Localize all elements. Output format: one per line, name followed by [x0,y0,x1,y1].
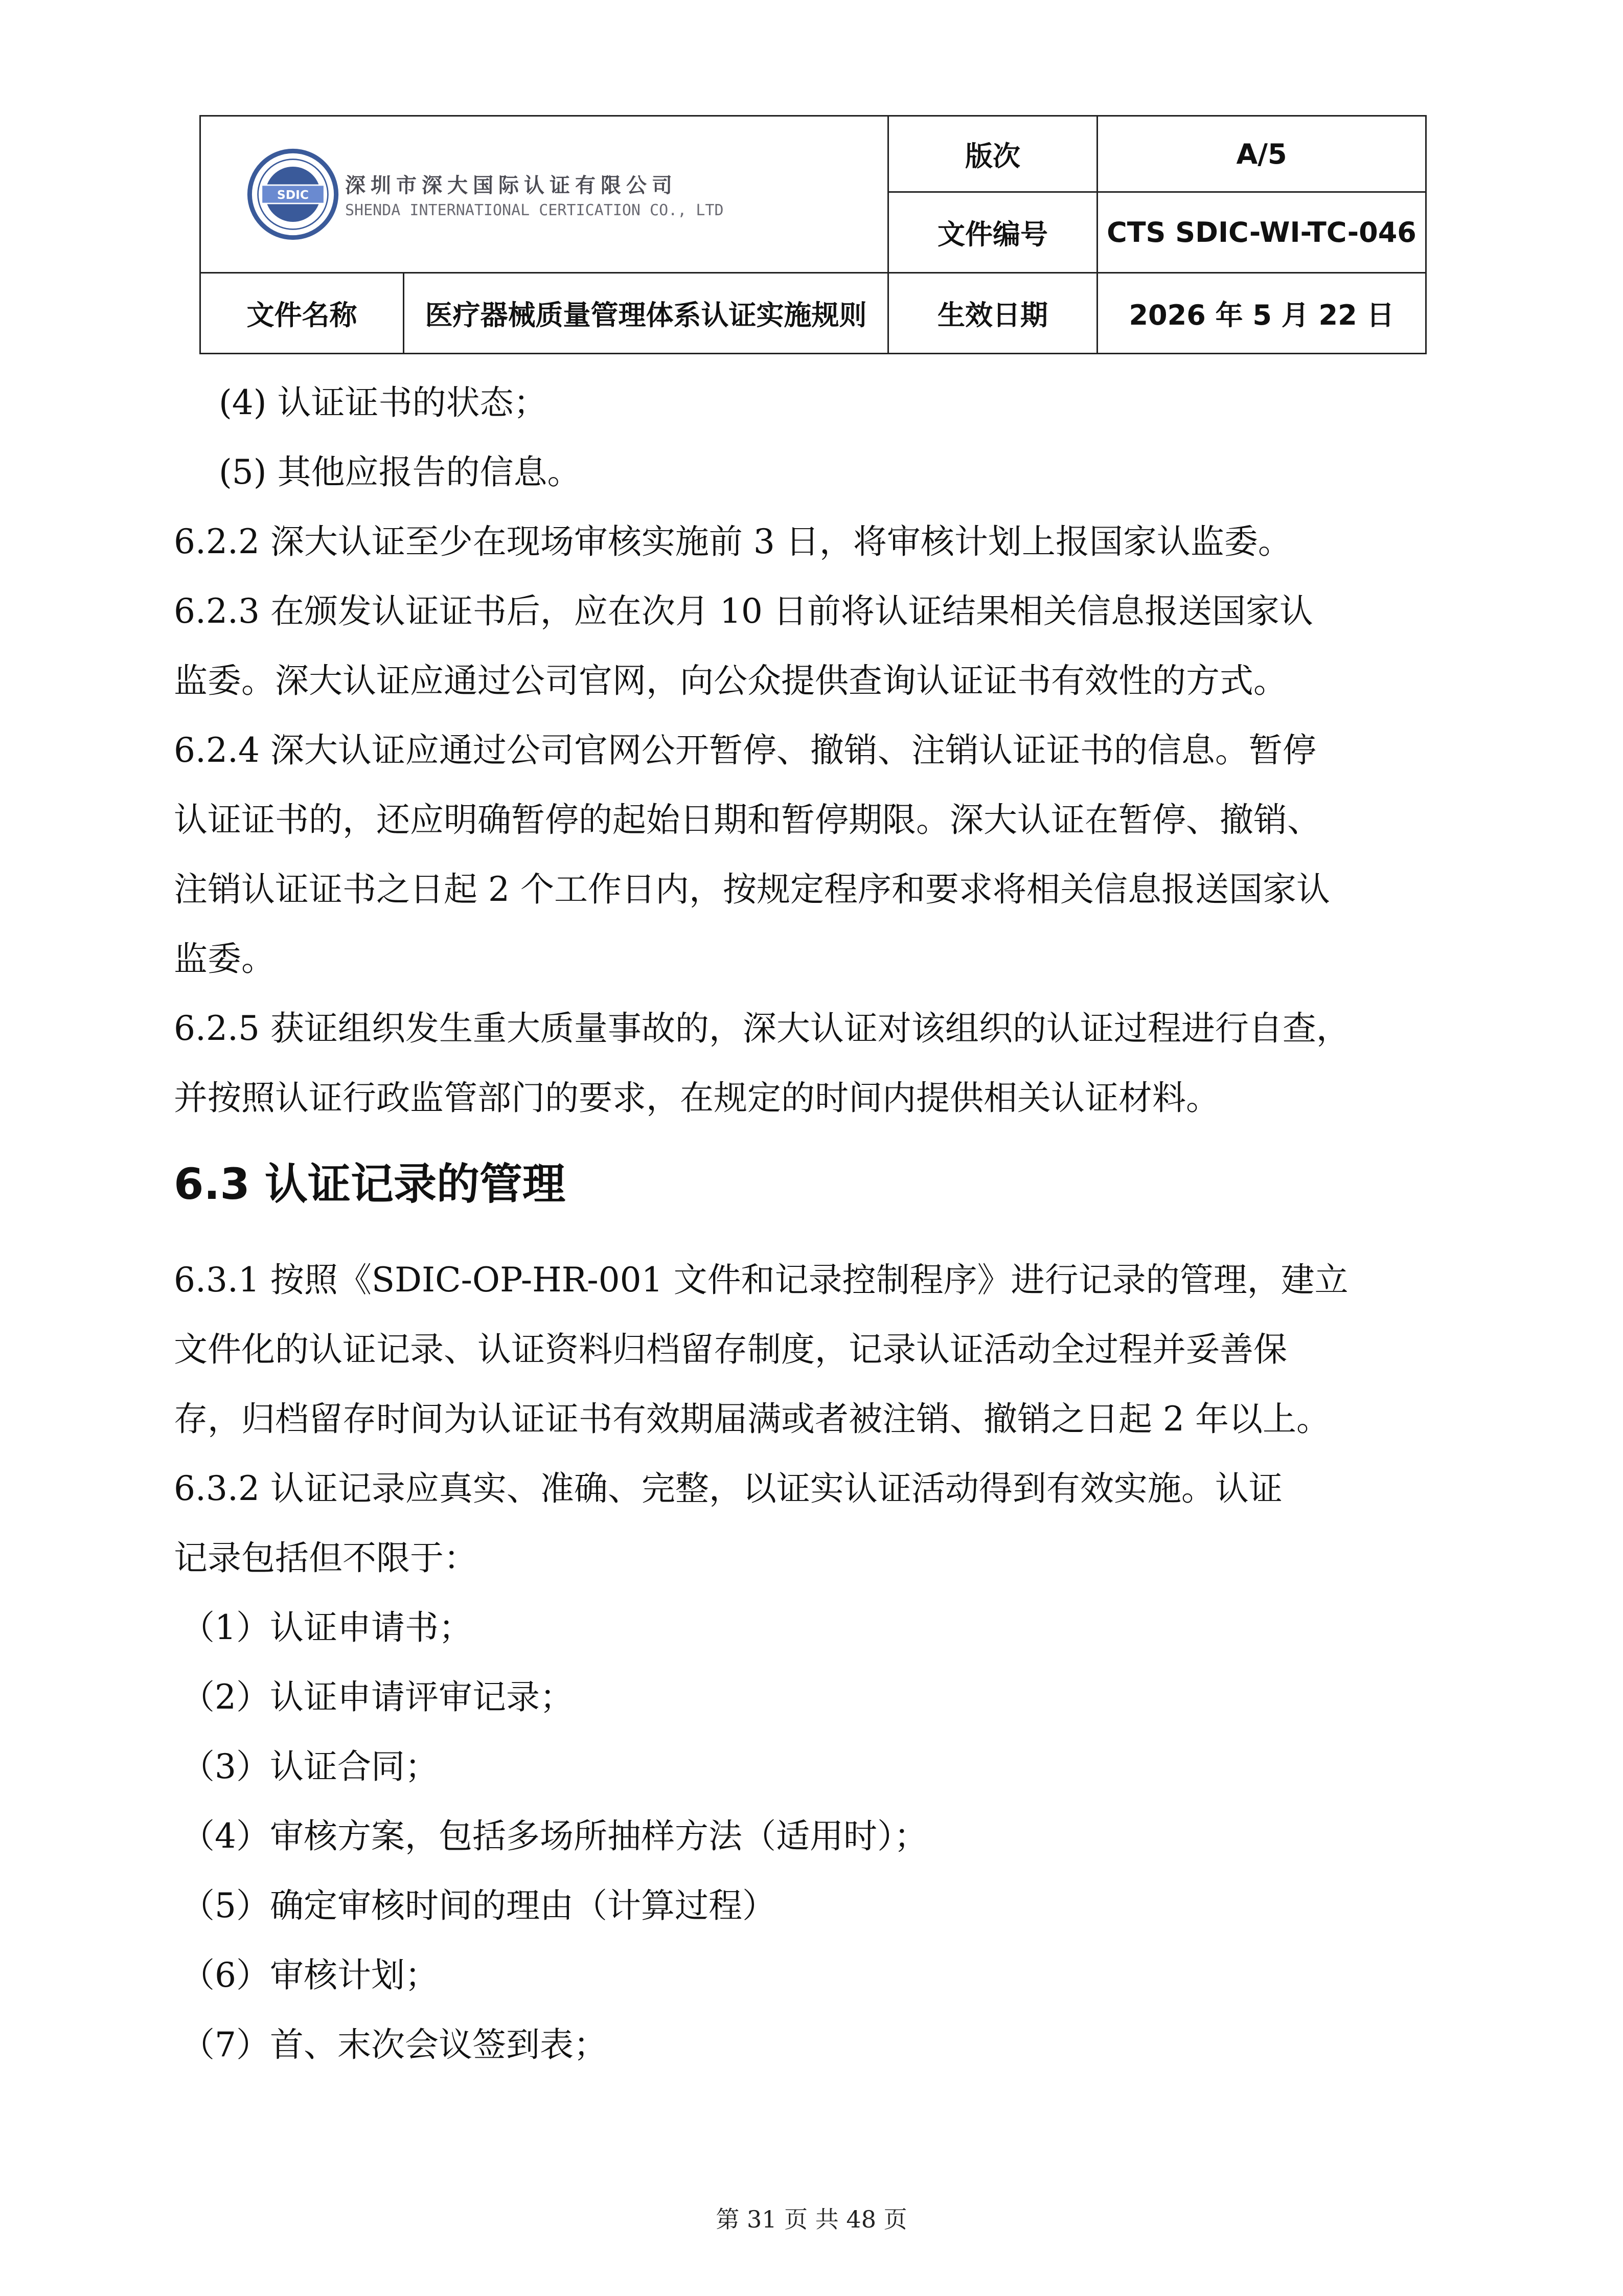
logo-cell [200,116,888,273]
list-item: （6）审核计划； [181,1956,439,1995]
text-line: (5) 其他应报告的信息。 [219,452,581,492]
doc-name-label: 文件名称 [200,273,404,354]
doc-name-value: 医疗器械质量管理体系认证实施规则 [404,273,888,354]
effective-date-label: 生效日期 [888,273,1098,354]
paragraph-line: 6.2.5 获证组织发生重大质量事故的，深大认证对该组织的认证过程进行自查， [174,1009,1350,1048]
paragraph-line: 存，归档留存时间为认证证书有效期届满或者被注销、撤销之日起 2 年以上。 [174,1399,1330,1439]
doc-number-value: CTS SDIC-WI-TC-046 [1098,192,1426,273]
paragraph-line: 记录包括但不限于： [174,1538,477,1578]
doc-number-label: 文件编号 [888,192,1098,273]
paragraph-line: 并按照认证行政监管部门的要求，在规定的时间内提供相关认证材料。 [174,1078,1220,1118]
company-seal-icon [247,148,339,240]
list-item: （5）确定审核时间的理由（计算过程） [181,1886,776,1925]
version-label: 版次 [888,116,1098,192]
text-line: (4) 认证证书的状态； [219,383,547,422]
paragraph-line: 6.3.2 认证记录应真实、准确、完整，以证实认证活动得到有效实施。认证 [174,1469,1283,1508]
paragraph-line: 6.2.2 深大认证至少在现场审核实施前 3 日，将审核计划上报国家认监委。 [174,522,1292,561]
list-item: （4）审核方案，包括多场所抽样方法（适用时）； [181,1816,928,1856]
company-name-cn: 深圳市深大国际认证有限公司 [345,174,677,197]
paragraph-line: 注销认证证书之日起 2 个工作日内，按规定程序和要求将相关信息报送国家认 [174,870,1330,909]
document-body [174,368,1452,2080]
list-item: （2）认证申请评审记录； [181,1677,574,1717]
paragraph-line: 文件化的认证记录、认证资料归档留存制度，记录认证活动全过程并妥善保 [174,1330,1287,1369]
paragraph-line: 6.2.4 深大认证应通过公司官网公开暂停、撤销、注销认证证书的信息。暂停 [174,731,1316,770]
company-name-en: SHENDA INTERNATIONAL CERTICATION CO., LTD [345,201,724,219]
section-heading: 6.3 认证记录的管理 [174,1159,566,1209]
paragraph-line: 认证证书的，还应明确暂停的起始日期和暂停期限。深大认证在暂停、撤销、 [174,800,1321,839]
version-value: A/5 [1098,116,1426,192]
page-number-footer: 第 31 页 共 48 页 [716,2206,907,2233]
list-item: （1）认证申请书； [181,1608,472,1647]
logo-text: SDIC [277,188,309,202]
paragraph-line: 6.2.3 在颁发认证证书后，应在次月 10 日前将认证结果相关信息报送国家认 [174,592,1313,631]
document-header-table [199,115,1427,354]
paragraph-line: 监委。深大认证应通过公司官网，向公众提供查询认证证书有效性的方式。 [174,661,1287,700]
effective-date-value: 2026 年 5 月 22 日 [1098,273,1426,354]
paragraph-line: 6.3.1 按照《SDIC-OP-HR-001 文件和记录控制程序》进行记录的管理，建立 [174,1260,1348,1300]
list-item: （7）首、末次会议签到表； [181,2025,607,2064]
paragraph-line: 监委。 [174,939,275,979]
list-item: （3）认证合同； [181,1747,439,1786]
